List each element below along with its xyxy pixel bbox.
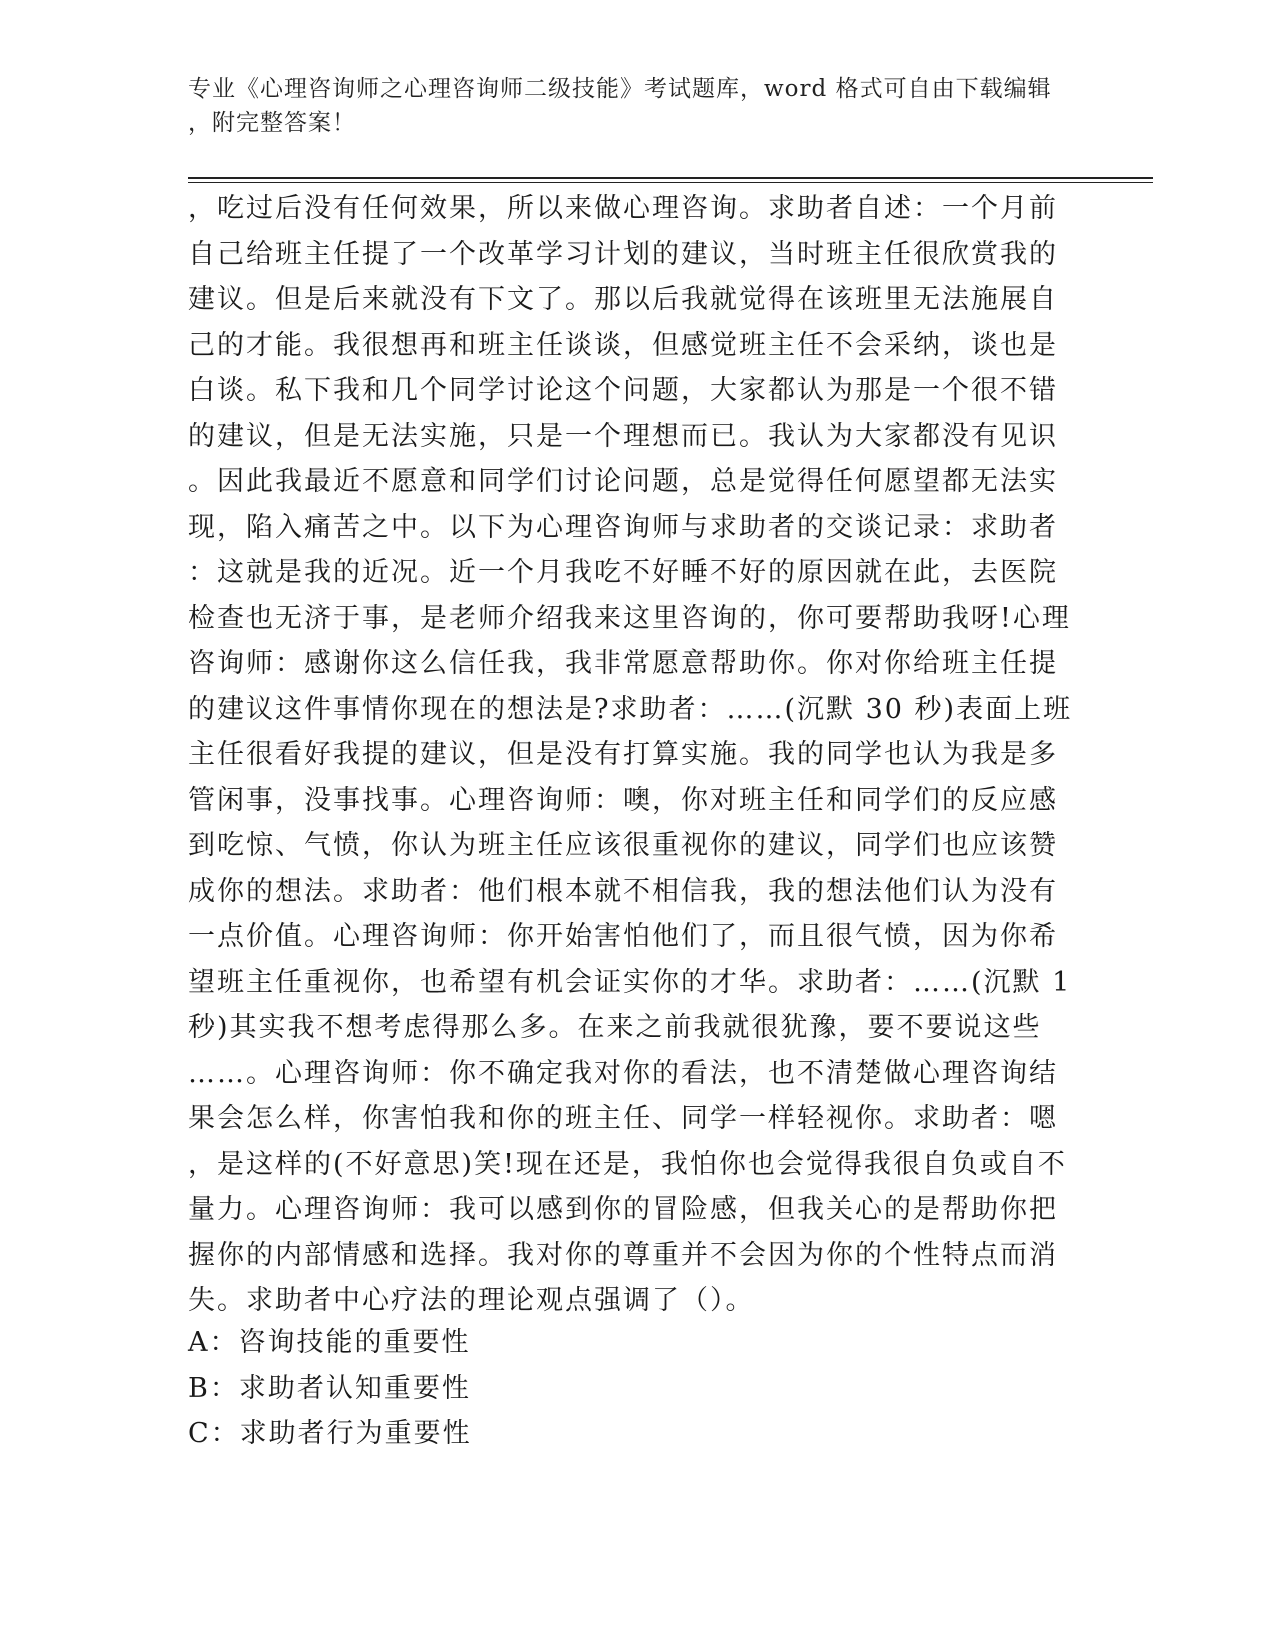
header-divider-thin — [188, 182, 1153, 183]
question-line: 一点价值。心理咨询师：你开始害怕他们了，而且很气愤，因为你希 — [188, 921, 1058, 952]
question-line: 到吃惊、气愤，你认为班主任应该很重视你的建议，同学们也应该赞 — [188, 830, 1058, 861]
document-header — [188, 72, 1073, 140]
question-line: 的建议，但是无法实施，只是一个理想而已。我认为大家都没有见识 — [188, 420, 1058, 452]
question-line: 管闲事，没事找事。心理咨询师：噢，你对班主任和同学们的反应感 — [188, 784, 1058, 816]
question-line: 。因此我最近不愿意和同学们讨论问题，总是觉得任何愿望都无法实 — [188, 466, 1058, 497]
question-line: 量力。心理咨询师：我可以感到你的冒险感，但我关心的是帮助你把 — [188, 1194, 1058, 1225]
question-line: 秒)其实我不想考虑得那么多。在来之前我就很犹豫，要不要说这些 — [188, 1012, 1042, 1043]
question-line: 望班主任重视你，也希望有机会证实你的才华。求助者：……(沉默 1 — [188, 966, 1072, 998]
question-line: 建议。但是后来就没有下文了。那以后我就觉得在该班里无法施展自 — [188, 284, 1058, 315]
question-line: ：这就是我的近况。近一个月我吃不好睡不好的原因就在此，去医院 — [188, 557, 1058, 588]
question-line: 失。求助者中心疗法的理论观点强调了（）。 — [188, 1285, 755, 1316]
option-c: C：求助者行为重要性 — [188, 1418, 472, 1449]
question-line: 果会怎么样，你害怕我和你的班主任、同学一样轻视你。求助者：嗯 — [188, 1103, 1058, 1134]
header-line: 专业《心理咨询师之心理咨询师二级技能》考试题库，word 格式可自由下载编辑 — [188, 76, 1052, 102]
question-line: 咨询师：感谢你这么信任我，我非常愿意帮助你。你对你给班主任提 — [188, 648, 1058, 679]
question-line: 主任很看好我提的建议，但是没有打算实施。我的同学也认为我是多 — [188, 739, 1058, 770]
question-line: ……。心理咨询师：你不确定我对你的看法，也不清楚做心理咨询结 — [188, 1057, 1058, 1089]
header-line: ，附完整答案！ — [188, 110, 356, 136]
question-line: 己的才能。我很想再和班主任谈谈，但感觉班主任不会采纳，谈也是 — [188, 329, 1058, 361]
question-line: ，是这样的(不好意思)笑!现在还是，我怕你也会觉得我很自负或自不 — [188, 1148, 1067, 1180]
question-line: ，吃过后没有任何效果，所以来做心理咨询。求助者自述：一个月前 — [188, 193, 1058, 224]
question-text — [188, 186, 1088, 1324]
question-line: 现，陷入痛苦之中。以下为心理咨询师与求助者的交谈记录：求助者 — [188, 511, 1058, 543]
question-line: 握你的内部情感和选择。我对你的尊重并不会因为你的个性特点而消 — [188, 1239, 1058, 1271]
question-line: 的建议这件事情你现在的想法是?求助者：……(沉默 30 秒)表面上班 — [188, 693, 1073, 725]
question-line: 白谈。私下我和几个同学讨论这个问题，大家都认为那是一个很不错 — [188, 375, 1058, 406]
question-line: 成你的想法。求助者：他们根本就不相信我，我的想法他们认为没有 — [188, 875, 1058, 907]
question-line: 自己给班主任提了一个改革学习计划的建议，当时班主任很欣赏我的 — [188, 238, 1058, 270]
header-divider-thick — [188, 177, 1153, 179]
answer-options — [188, 1320, 1088, 1457]
question-line: 检查也无济于事，是老师介绍我来这里咨询的，你可要帮助我呀!心理 — [188, 602, 1071, 634]
option-a: A：咨询技能的重要性 — [188, 1327, 471, 1358]
option-b: B：求助者认知重要性 — [188, 1372, 471, 1404]
